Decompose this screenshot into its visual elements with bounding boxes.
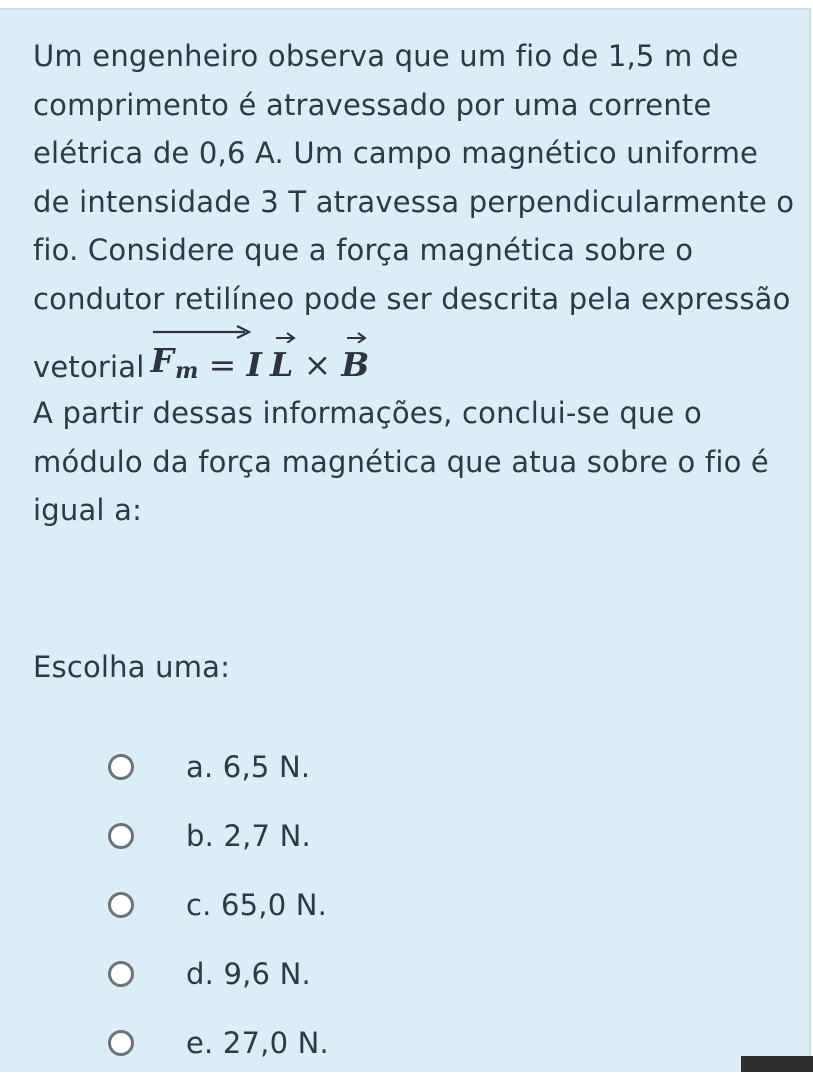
- radio-button[interactable]: [108, 823, 134, 849]
- field-symbol: B: [341, 344, 370, 384]
- option-e[interactable]: [108, 1008, 329, 1077]
- question-text: [33, 32, 803, 535]
- option-label[interactable]: a. 6,5 N.: [186, 749, 311, 784]
- option-label[interactable]: e. 27,0 N.: [186, 1025, 329, 1060]
- radio-button[interactable]: [108, 1030, 134, 1056]
- force-vector: [151, 323, 199, 390]
- formula-lead: vetorial: [33, 350, 145, 384]
- equals-sign: =: [208, 344, 237, 384]
- length-vector: [270, 327, 293, 390]
- radio-button[interactable]: [108, 754, 134, 780]
- question-paragraph-2: A partir dessas informações, conclui-se que o módulo da força magnética que atua sobre o fio é igual a:: [33, 396, 769, 527]
- length-symbol: L: [270, 344, 294, 384]
- vector-arrow-icon: [347, 329, 367, 343]
- radio-button[interactable]: [108, 892, 134, 918]
- vector-arrow-icon: [276, 329, 296, 343]
- answer-options: [108, 732, 329, 1077]
- cross-sign: ×: [303, 344, 332, 384]
- option-label[interactable]: b. 2,7 N.: [186, 818, 311, 853]
- force-subscript: m: [175, 357, 199, 384]
- choose-prompt: Escolha uma:: [33, 650, 231, 684]
- force-symbol: F: [150, 340, 175, 380]
- question-card: [0, 8, 811, 1072]
- bottom-corner-bar: [741, 1056, 813, 1072]
- formula-line: [33, 325, 803, 389]
- option-d[interactable]: [108, 939, 329, 1008]
- question-paragraph-1: Um engenheiro observa que um fio de 1,5 m de comprimento é atravessado por uma corrente elétrica de 0,6 A. Um campo magnético uniforme de intensidade 3 T atravessa perpendicularmente o fio. Considere que a força magnética sobre o condutor retilíneo pode ser descrita pela expressão: [33, 39, 795, 316]
- option-a[interactable]: [108, 732, 329, 801]
- option-label[interactable]: d. 9,6 N.: [186, 956, 311, 991]
- current-symbol: I: [246, 344, 263, 384]
- long-vector-arrow-icon: [153, 325, 253, 339]
- option-label[interactable]: c. 65,0 N.: [186, 887, 328, 922]
- option-b[interactable]: [108, 801, 329, 870]
- force-formula: [151, 329, 370, 389]
- field-vector: [341, 327, 369, 390]
- option-c[interactable]: [108, 870, 329, 939]
- radio-button[interactable]: [108, 961, 134, 987]
